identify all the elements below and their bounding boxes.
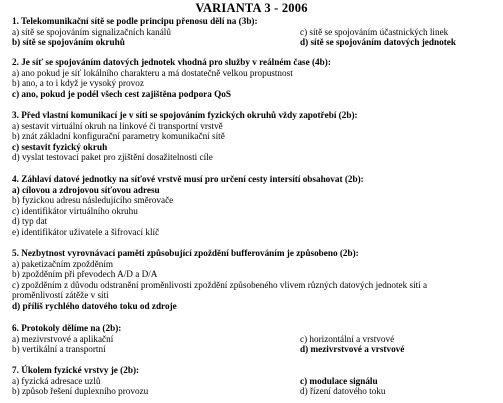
- question-5: [12, 248, 498, 312]
- page-title: VARIANTA 3 - 2006: [195, 1, 308, 15]
- answer-b: b) ano, a to i když je vysoký provoz: [12, 78, 144, 89]
- question-7: [12, 365, 498, 397]
- answer-d: d) mezivrstvové a vrstvové: [300, 344, 405, 355]
- question-text: 5. Nezbytnost vyrovnávací paměti způsobující zpoždění bufferováním je způsobeno (2b):: [12, 248, 359, 258]
- answer-b: b) fyzickou adresu následujícího směrovače: [12, 195, 174, 206]
- answer-d: d) řízení datového toku: [300, 386, 386, 397]
- answer-b: b) sítě se spojováním okruhů: [12, 37, 125, 48]
- answer-b: b) znát základní konfigurační parametry komunikační sítě: [12, 131, 225, 142]
- question-6: [12, 323, 498, 355]
- answer-c: c) zpožděním z důvodu odstranění proměnlivosti zpoždění způsobeného vlivem různých datových jednotek sítí a: [12, 279, 428, 290]
- answer-c: c) horizontální a vrstvové: [300, 333, 395, 344]
- question-text: 3. Před vlastní komunikací je v síti se spojováním fyzických okruhů vždy zapotřebí (2b):: [12, 110, 358, 120]
- question-text: 1. Telekomunikační sítě se podle principu přenosu dělí na (3b):: [12, 16, 258, 26]
- answer-d: d) sítě se spojováním datových jednotek: [300, 37, 456, 48]
- answer-c: c) sítě se spojováním účastnických linek: [300, 26, 449, 37]
- answer-d: d) typ dat: [12, 216, 48, 227]
- question-4: [12, 174, 498, 238]
- question-text: 2. Je síť se spojováním datových jednotek vhodná pro služby v reálném čase (4b):: [12, 57, 331, 67]
- answer-c: c) sestavit fyzický okruh: [12, 141, 108, 152]
- answer-d: d) vyslat testovací paket pro zjištění dosažitelnosti cíle: [12, 152, 213, 163]
- answer-a: a) ano pokud je síť lokálního charakteru a má dostatečně velkou propustnost: [12, 67, 293, 78]
- answer-c: c) modulace signálu: [300, 375, 378, 386]
- answer-b: b) způsob řešení duplexního provozu: [12, 386, 149, 397]
- question-text: 4. Záhlaví datové jednotky na síťové vrstvě musí pro určení cesty intersítí obsahovat (2b):: [12, 174, 364, 184]
- answer-b: b) zpožděním při převodech A/D a D/A: [12, 269, 158, 280]
- answer-a: a) sítě se spojováním signalizačních kanálů: [12, 26, 171, 37]
- answer-d: d) příliš rychlého datového toku od zdroje: [12, 300, 177, 311]
- answer-c-continued: proměnlivostí zátěže v síti: [12, 290, 109, 301]
- answer-a: a) mezivrstvové a aplikační: [12, 333, 114, 344]
- question-text: 7. Úkolem fyzické vrstvy je (2b):: [12, 365, 140, 375]
- question-2: [12, 57, 498, 99]
- answer-e: e) identifikátor uživatele a šifrovací klíč: [12, 226, 160, 237]
- question-1: [12, 16, 498, 48]
- answer-c: c) ano, pokud je podél všech cest zajištěna podpora QoS: [12, 88, 231, 99]
- answer-a: a) paketizačním zpožděním: [12, 258, 114, 269]
- question-3: [12, 110, 498, 163]
- answer-b: b) vertikální a transportní: [12, 344, 106, 355]
- question-text: 6. Protokoly dělíme na (2b):: [12, 323, 122, 333]
- answer-c: c) identifikátor virtuálního okruhu: [12, 205, 138, 216]
- answer-a: a) sestavit virtuální okruh na linkové či transportní vrstvě: [12, 120, 223, 131]
- answer-a: a) fyzická adresace uzlů: [12, 375, 101, 386]
- answer-a: a) cílovou a zdrojovou síťovou adresu: [12, 184, 160, 195]
